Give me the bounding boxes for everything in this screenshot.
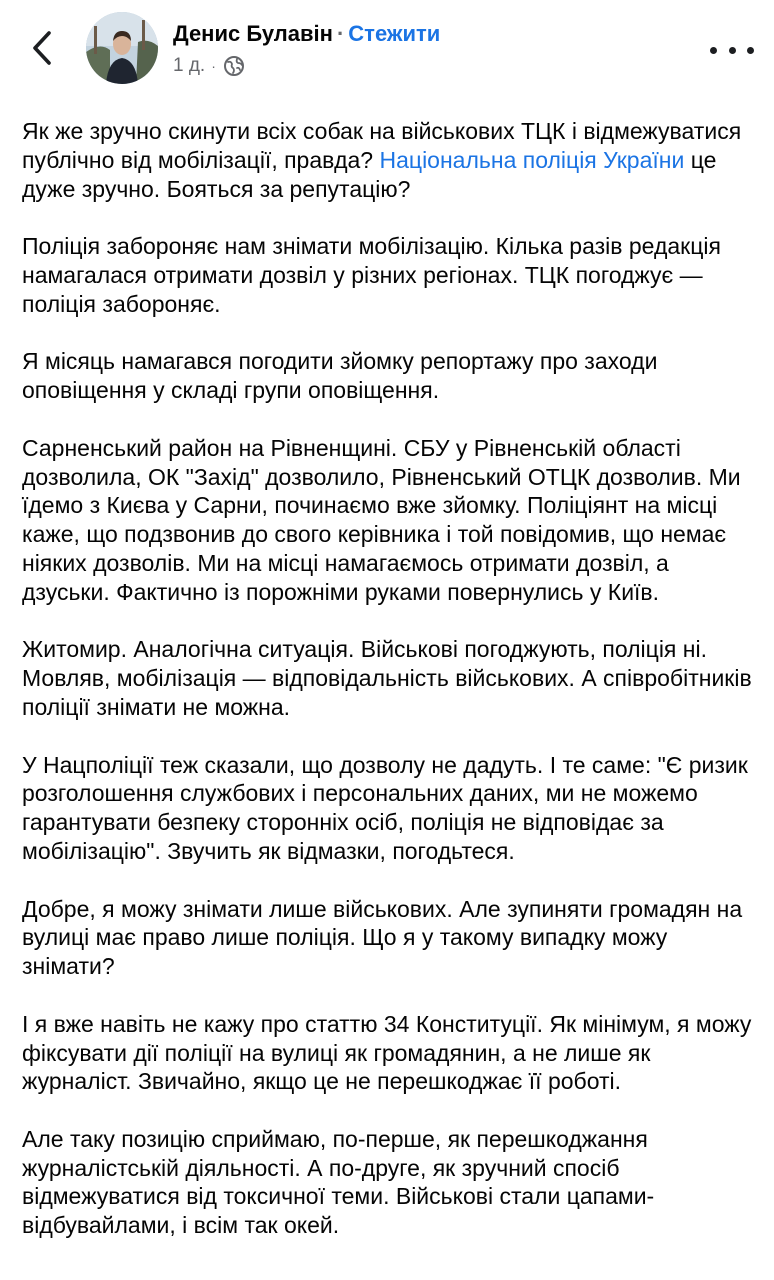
more-dots-icon bbox=[710, 47, 717, 54]
post-paragraph: Житомир. Аналогічна ситуація. Військові погоджують, поліція ні. Мовляв, мобілізація — відповідальність військових. А співробітників поліції знімати не можна. bbox=[22, 636, 752, 720]
post-paragraph: Поліція забороняє нам знімати мобілізацію. Кілька разів редакція намагалася отримати дозвіл у різних регіонах. ТЦК погоджує — поліція забороняє. bbox=[22, 233, 721, 317]
chevron-left-icon bbox=[31, 30, 53, 66]
avatar-image bbox=[86, 12, 158, 84]
more-dots-icon bbox=[747, 47, 754, 54]
paragraph-text: це дуже зручно. Бояться за репутацію? bbox=[22, 146, 717, 202]
post-paragraph bbox=[22, 117, 762, 203]
author-line bbox=[173, 19, 440, 49]
post-paragraph: Я місяць намагався погодити зйомку репортажу про заходи оповіщення у складі групи оповіщення. bbox=[22, 348, 658, 404]
mention-link[interactable]: Національна поліція України bbox=[379, 146, 685, 173]
globe-icon bbox=[223, 55, 245, 77]
name-separator: · bbox=[336, 21, 345, 46]
post-paragraph: Добре, я можу знімати лише військових. Але зупиняти громадян на вулиці має право лише поліція. Що я у такому випадку можу знімати? bbox=[22, 895, 743, 980]
paragraph-text: Як же зручно скинути всіх собак на військових ТЦК і відмежуватися публічно від мобілізації, правда? bbox=[22, 118, 742, 173]
back-button[interactable] bbox=[22, 28, 62, 68]
post-text bbox=[22, 117, 762, 1240]
author-name[interactable]: Денис Булавін bbox=[173, 21, 333, 46]
more-dots-icon bbox=[729, 47, 736, 54]
follow-button[interactable]: Стежити bbox=[348, 21, 441, 46]
post-paragraph: У Нацполіції теж сказали, що дозволу не дадуть. І те саме: "Є ризик розголошення службових і персональних даних, ми не можемо гарантувати безпеку сторонніх осіб, поліція не відповідає за мобілізацію". Звучить як відмазки, погодьтеся. bbox=[22, 751, 748, 864]
post-paragraph: І я вже навіть не кажу про статтю 34 Конституції. Як мінімум, я можу фіксувати дії поліції на вулиці як громадянин, а не лише як журналіст. Звичайно, якщо це не перешкоджає її роботі. bbox=[22, 1010, 752, 1095]
post-meta bbox=[173, 54, 245, 78]
post-header bbox=[0, 0, 774, 100]
post-paragraph: Сарненський район на Рівненщині. СБУ у Рівненській області дозволила, ОК "Захід" дозволило, Рівненський ОТЦК дозволив. Ми їдемо з Києва у Сарни, починаємо вже зйомку. Поліціянт на місці каже, що подзвонив до свого керівника і той повідомив, що немає ніяких дозволів. Ми на місці намагаємось отримати дозвіл, а дзуськи. Фактично із порожніми руками повернулись у Київ. bbox=[22, 434, 741, 605]
post-paragraph: Але таку позицію сприймаю, по-перше, як перешкоджання журналістській діяльності. А по-друге, як зручний спосіб відмежуватися від токсичної теми. Військові стали цапами-відбувайлами, і всім так окей. bbox=[22, 1125, 655, 1239]
avatar[interactable] bbox=[86, 12, 158, 84]
post-time[interactable]: 1 д. bbox=[173, 55, 206, 76]
meta-separator: · bbox=[211, 58, 216, 74]
more-options-button[interactable] bbox=[710, 36, 754, 64]
